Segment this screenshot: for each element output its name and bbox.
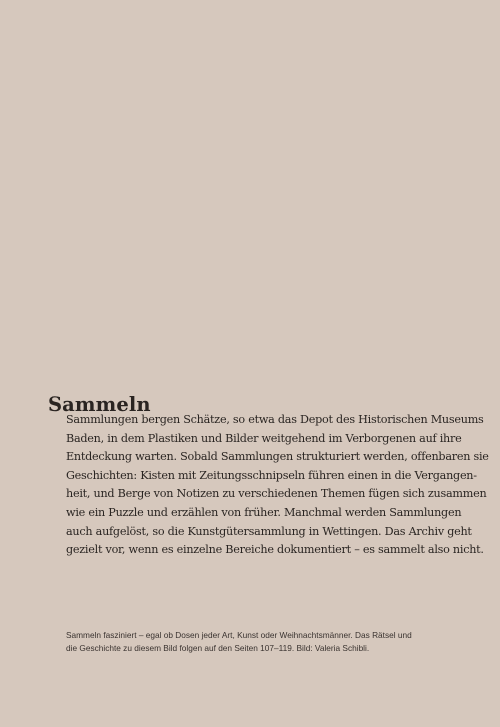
body-line: gezielt vor, wenn es einzelne Bereiche dokumentiert – es sammelt also nicht. [66,543,484,557]
caption-line: Sammeln fasziniert – egal ob Dosen jeder Art, Kunst oder Weihnachtsmänner. Das Rätsel und [66,630,412,640]
body-line: wie ein Puzzle und erzählen von früher. Manchmal werden Sammlungen [66,505,462,519]
body-line: heit, und Berge von Notizen zu verschiedenen Themen fügen sich zusammen [66,487,487,501]
body-paragraph [66,411,489,560]
body-line: Sammlungen bergen Schätze, so etwa das Depot des Historischen Museums [66,413,484,426]
body-line: Entdeckung warten. Sobald Sammlungen strukturiert werden, offenbaren sie [66,450,489,464]
page-heading: Sammeln [48,393,151,416]
caption-line: die Geschichte zu diesem Bild folgen auf den Seiten 107–119. Bild: Valeria Schibli. [66,642,370,653]
image-caption [66,629,466,654]
body-line: Geschichten: Kisten mit Zeitungsschnipseln führen einen in die Vergangen- [66,468,477,482]
body-line: Baden, in dem Plastiken und Bilder weitgehend im Verborgenen auf ihre [66,431,462,445]
body-line: auch aufgelöst, so die Kunstgütersammlung in Wettingen. Das Archiv geht [66,524,472,538]
